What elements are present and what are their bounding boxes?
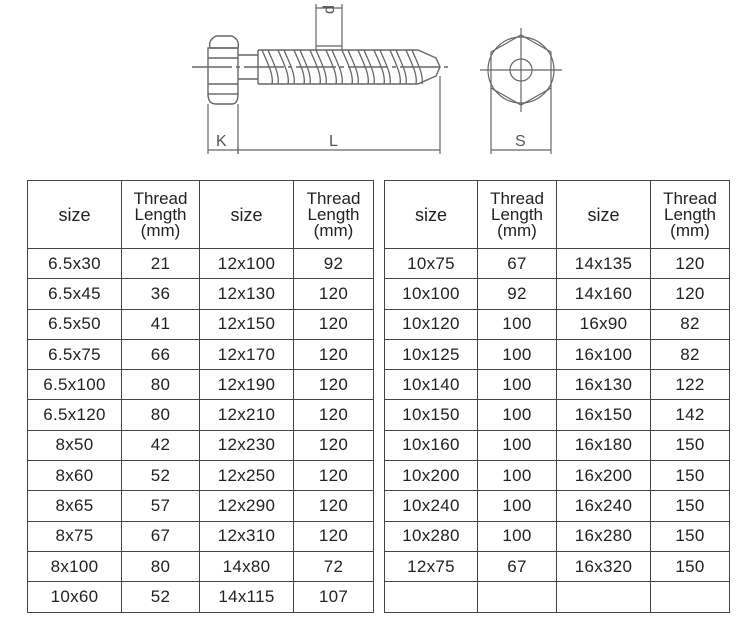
cell-thread-length: 120 bbox=[294, 339, 374, 369]
cell-size bbox=[385, 582, 478, 612]
dim-k-label: K bbox=[216, 133, 227, 150]
header-size: size bbox=[385, 181, 478, 249]
cell-thread-length: 150 bbox=[651, 461, 730, 491]
dim-l-label: L bbox=[329, 133, 338, 150]
table-row bbox=[28, 430, 374, 460]
cell-size: 12x100 bbox=[200, 249, 294, 279]
table-row bbox=[385, 279, 730, 309]
table-row bbox=[385, 430, 730, 460]
cell-thread-length: 82 bbox=[651, 309, 730, 339]
table-row bbox=[28, 582, 374, 612]
cell-size: 6.5x30 bbox=[28, 249, 122, 279]
cell-size: 16x180 bbox=[557, 430, 651, 460]
header-thread-length: Thread Length (mm) bbox=[122, 181, 200, 249]
cell-thread-length: 67 bbox=[478, 249, 557, 279]
cell-thread-length: 57 bbox=[122, 491, 200, 521]
cell-size: 10x160 bbox=[385, 430, 478, 460]
cell-thread-length: 67 bbox=[478, 551, 557, 581]
cell-size: 12x310 bbox=[200, 521, 294, 551]
cell-thread-length: 120 bbox=[294, 521, 374, 551]
header-thread-length: Thread Length (mm) bbox=[478, 181, 557, 249]
cell-thread-length: 41 bbox=[122, 309, 200, 339]
cell-size: 16x90 bbox=[557, 309, 651, 339]
cell-thread-length: 100 bbox=[478, 491, 557, 521]
header-size: size bbox=[557, 181, 651, 249]
cell-thread-length: 80 bbox=[122, 370, 200, 400]
table-header-row bbox=[28, 181, 374, 249]
cell-thread-length: 66 bbox=[122, 339, 200, 369]
cell-size: 8x75 bbox=[28, 521, 122, 551]
cell-thread-length: 100 bbox=[478, 521, 557, 551]
cell-size bbox=[557, 582, 651, 612]
cell-thread-length: 150 bbox=[651, 491, 730, 521]
cell-thread-length: 120 bbox=[294, 400, 374, 430]
cell-size: 10x120 bbox=[385, 309, 478, 339]
table-row bbox=[385, 339, 730, 369]
cell-thread-length: 80 bbox=[122, 551, 200, 581]
table-row bbox=[28, 339, 374, 369]
cell-size: 10x125 bbox=[385, 339, 478, 369]
table-row bbox=[385, 491, 730, 521]
cell-thread-length: 150 bbox=[651, 521, 730, 551]
cell-thread-length: 92 bbox=[294, 249, 374, 279]
cell-size: 10x150 bbox=[385, 400, 478, 430]
screw-drawing bbox=[0, 0, 750, 170]
cell-size: 16x130 bbox=[557, 370, 651, 400]
table-row bbox=[385, 400, 730, 430]
cell-size: 6.5x45 bbox=[28, 279, 122, 309]
table-row bbox=[28, 370, 374, 400]
cell-thread-length: 150 bbox=[651, 430, 730, 460]
cell-size: 14x135 bbox=[557, 249, 651, 279]
table-row bbox=[28, 279, 374, 309]
cell-thread-length: 92 bbox=[478, 279, 557, 309]
table-row bbox=[28, 461, 374, 491]
spec-table-right bbox=[384, 180, 730, 613]
cell-thread-length: 120 bbox=[294, 279, 374, 309]
table-row bbox=[385, 370, 730, 400]
cell-size: 10x75 bbox=[385, 249, 478, 279]
cell-size: 16x100 bbox=[557, 339, 651, 369]
cell-size: 14x115 bbox=[200, 582, 294, 612]
table-row bbox=[28, 491, 374, 521]
cell-thread-length: 120 bbox=[294, 461, 374, 491]
cell-thread-length: 120 bbox=[294, 309, 374, 339]
table-row bbox=[28, 249, 374, 279]
table-row bbox=[28, 309, 374, 339]
cell-size: 16x320 bbox=[557, 551, 651, 581]
cell-size: 6.5x120 bbox=[28, 400, 122, 430]
cell-thread-length: 100 bbox=[478, 430, 557, 460]
cell-size: 16x240 bbox=[557, 491, 651, 521]
cell-size: 12x210 bbox=[200, 400, 294, 430]
cell-size: 12x75 bbox=[385, 551, 478, 581]
cell-thread-length: 100 bbox=[478, 309, 557, 339]
table-row bbox=[385, 551, 730, 581]
cell-size: 12x290 bbox=[200, 491, 294, 521]
cell-thread-length: 100 bbox=[478, 339, 557, 369]
cell-size: 10x60 bbox=[28, 582, 122, 612]
table-row bbox=[385, 309, 730, 339]
cell-thread-length: 142 bbox=[651, 400, 730, 430]
cell-size: 12x130 bbox=[200, 279, 294, 309]
cell-thread-length: 122 bbox=[651, 370, 730, 400]
cell-size: 6.5x100 bbox=[28, 370, 122, 400]
cell-size: 16x280 bbox=[557, 521, 651, 551]
cell-size: 10x240 bbox=[385, 491, 478, 521]
dim-d-label: d bbox=[321, 5, 338, 14]
cell-thread-length bbox=[478, 582, 557, 612]
cell-size: 10x200 bbox=[385, 461, 478, 491]
table-row bbox=[28, 521, 374, 551]
cell-thread-length: 67 bbox=[122, 521, 200, 551]
table-row bbox=[385, 249, 730, 279]
cell-size: 10x280 bbox=[385, 521, 478, 551]
cell-size: 12x230 bbox=[200, 430, 294, 460]
cell-size: 12x170 bbox=[200, 339, 294, 369]
cell-size: 14x80 bbox=[200, 551, 294, 581]
table-row bbox=[28, 400, 374, 430]
cell-thread-length bbox=[651, 582, 730, 612]
spec-table-left bbox=[27, 180, 374, 613]
cell-thread-length: 52 bbox=[122, 461, 200, 491]
cell-thread-length: 52 bbox=[122, 582, 200, 612]
cell-thread-length: 82 bbox=[651, 339, 730, 369]
cell-size: 6.5x50 bbox=[28, 309, 122, 339]
cell-size: 8x50 bbox=[28, 430, 122, 460]
cell-thread-length: 80 bbox=[122, 400, 200, 430]
cell-thread-length: 100 bbox=[478, 370, 557, 400]
cell-thread-length: 107 bbox=[294, 582, 374, 612]
cell-size: 12x190 bbox=[200, 370, 294, 400]
table-row bbox=[385, 461, 730, 491]
header-thread-length: Thread Length (mm) bbox=[651, 181, 730, 249]
cell-thread-length: 120 bbox=[294, 370, 374, 400]
header-thread-length: Thread Length (mm) bbox=[294, 181, 374, 249]
cell-size: 16x150 bbox=[557, 400, 651, 430]
cell-thread-length: 42 bbox=[122, 430, 200, 460]
header-size: size bbox=[28, 181, 122, 249]
cell-size: 8x100 bbox=[28, 551, 122, 581]
cell-thread-length: 120 bbox=[294, 491, 374, 521]
table-row bbox=[385, 521, 730, 551]
cell-size: 12x150 bbox=[200, 309, 294, 339]
table-row bbox=[385, 582, 730, 612]
cell-thread-length: 100 bbox=[478, 400, 557, 430]
cell-thread-length: 120 bbox=[651, 249, 730, 279]
cell-thread-length: 150 bbox=[651, 551, 730, 581]
header-size: size bbox=[200, 181, 294, 249]
cell-size: 12x250 bbox=[200, 461, 294, 491]
cell-size: 6.5x75 bbox=[28, 339, 122, 369]
cell-thread-length: 72 bbox=[294, 551, 374, 581]
cell-size: 8x60 bbox=[28, 461, 122, 491]
dim-s-label: S bbox=[515, 133, 526, 150]
cell-thread-length: 36 bbox=[122, 279, 200, 309]
cell-size: 10x100 bbox=[385, 279, 478, 309]
cell-size: 16x200 bbox=[557, 461, 651, 491]
cell-thread-length: 100 bbox=[478, 461, 557, 491]
cell-thread-length: 120 bbox=[294, 430, 374, 460]
table-row bbox=[28, 551, 374, 581]
cell-thread-length: 120 bbox=[651, 279, 730, 309]
table-header-row bbox=[385, 181, 730, 249]
cell-size: 8x65 bbox=[28, 491, 122, 521]
cell-size: 10x140 bbox=[385, 370, 478, 400]
cell-thread-length: 21 bbox=[122, 249, 200, 279]
cell-size: 14x160 bbox=[557, 279, 651, 309]
